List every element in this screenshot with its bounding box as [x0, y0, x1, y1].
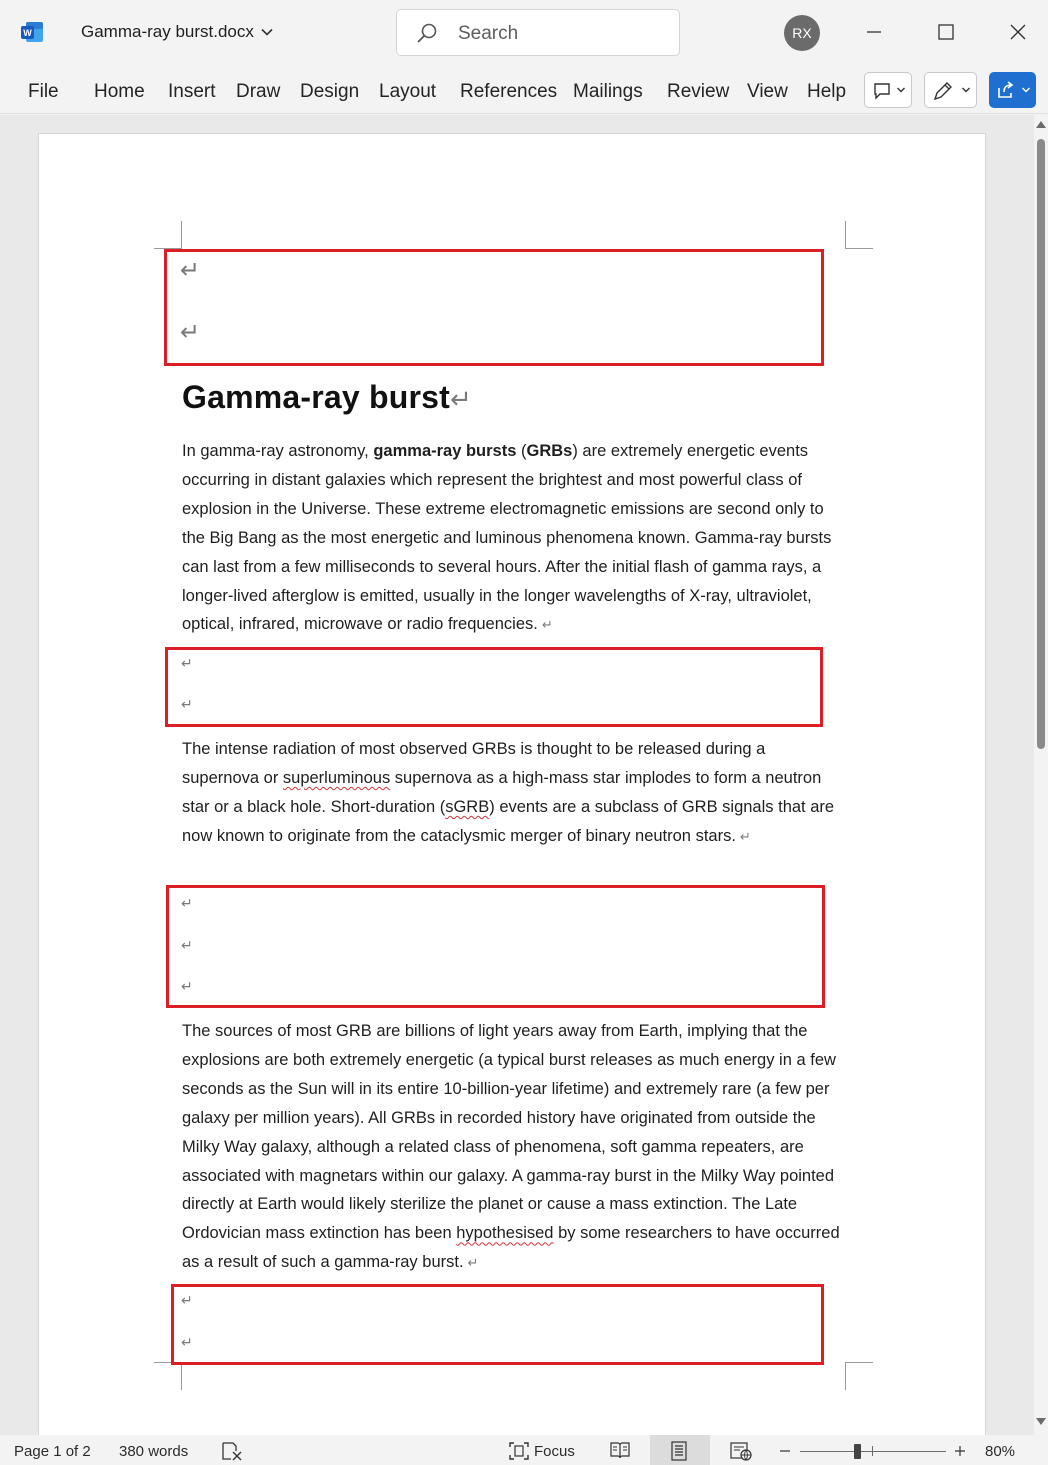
- word-app-icon: [20, 21, 44, 43]
- text-run: by some researchers to have occurred as a result of such a gamma-ray burst.: [182, 1224, 840, 1272]
- search-icon: [415, 22, 439, 46]
- text-run: ) are extremely energetic events occurring in distant galaxies which represent the brightest and most powerful class of explosion in the Universe. These extreme electromagnetic emissions are second only to the Big Bang as the most energetic and luminous phenomena known. Gamma-ray bursts can last from a few milliseconds to several hours. After the initial flash of gamma rays, a longer-lived afterglow is emitted, usually in the longer wavelengths of X-ray, ultraviolet, optical, infrared, microwave or radio frequencies.: [182, 442, 832, 634]
- text-run: The intense radiation of most observed GRBs is thought to be released during a supernova or: [182, 740, 766, 787]
- paragraph-mark: ↵: [181, 1335, 193, 1351]
- text-run: The sources of most GRB are billions of light years away from Earth, implying that the explosions are both extremely energetic (a typical burst releases as much energy in a few seconds as the Sun will in its entire 10-billion-year lifetime) and extremely rare (a few per galaxy per million years). All GRBs in recorded history have originated from outside the Milky Way galaxy, although a related class of phenomena, soft gamma repeaters, are associated with magnetars within our galaxy. A gamma-ray burst in the Milky Way pointed directly at Earth would likely sterilize the planet or cause a mass extinction. The Late Ordovician mass extinction has been: [182, 1022, 836, 1243]
- pencil-icon: [931, 79, 955, 103]
- comments-button[interactable]: [864, 72, 912, 108]
- margin-corner-top-left: [154, 221, 182, 249]
- tab-help[interactable]: Help: [807, 81, 847, 102]
- paragraph-mark: ↵: [449, 385, 472, 415]
- user-avatar[interactable]: RX: [784, 15, 820, 51]
- margin-corner-top-right: [845, 221, 873, 249]
- paragraph-mark: ↵: [181, 938, 193, 954]
- bold-term: gamma-ray bursts: [373, 442, 517, 460]
- search-box[interactable]: [396, 9, 680, 56]
- document-page[interactable]: [38, 133, 986, 1435]
- spelling-flagged-word[interactable]: hypothesised: [456, 1224, 554, 1243]
- search-placeholder: Search: [458, 23, 519, 44]
- scrollbar-thumb[interactable]: [1037, 139, 1045, 749]
- paragraph-mark: ↵: [181, 656, 193, 672]
- close-icon[interactable]: [1006, 20, 1030, 44]
- paragraph-mark: ↵: [180, 256, 201, 284]
- print-layout-button[interactable]: [650, 1435, 710, 1465]
- svg-text:W: W: [23, 28, 32, 38]
- book-icon: [610, 1441, 630, 1459]
- tab-mailings[interactable]: Mailings: [573, 81, 643, 102]
- paragraph-mark: ↵: [181, 1293, 193, 1309]
- zoom-in-icon[interactable]: [954, 1445, 966, 1457]
- highlight-box: [164, 249, 824, 366]
- paragraph-mark: ↵: [180, 318, 201, 346]
- tab-insert[interactable]: Insert: [168, 81, 216, 102]
- paragraph-mark: ↵: [181, 896, 193, 912]
- tab-home[interactable]: Home: [94, 81, 145, 102]
- page-layout-icon: [670, 1441, 688, 1461]
- highlight-box: [165, 647, 823, 727]
- chevron-down-icon: [260, 25, 274, 39]
- zoom-slider-thumb[interactable]: [854, 1444, 861, 1459]
- tab-layout[interactable]: Layout: [379, 81, 437, 102]
- focus-button[interactable]: Focus: [534, 1443, 575, 1460]
- paragraph-mark: ↵: [467, 1256, 479, 1272]
- read-mode-button[interactable]: [590, 1435, 650, 1465]
- tab-file[interactable]: File: [28, 81, 59, 102]
- tab-review[interactable]: Review: [667, 81, 730, 102]
- margin-corner-bottom-left: [154, 1362, 182, 1390]
- zoom-out-icon[interactable]: [779, 1445, 791, 1457]
- title-bar: [0, 0, 1048, 66]
- zoom-slider-midpoint: [872, 1446, 873, 1456]
- vertical-scrollbar[interactable]: [1034, 115, 1048, 1435]
- tab-draw[interactable]: Draw: [236, 81, 281, 102]
- page-count[interactable]: Page 1 of 2: [14, 1443, 91, 1460]
- paragraph-3[interactable]: [182, 1017, 844, 1279]
- scroll-up-arrow-icon[interactable]: [1036, 121, 1046, 128]
- text-run: (: [516, 442, 527, 460]
- highlight-box: [171, 1284, 824, 1365]
- margin-corner-bottom-right: [845, 1362, 873, 1390]
- bold-term: GRBs: [526, 442, 573, 460]
- heading-text: Gamma-ray burst: [182, 379, 450, 415]
- tab-references[interactable]: References: [460, 81, 558, 102]
- text-run: supernova as a high-mass star implodes to form a neutron star or a black hole. Short-duration (: [182, 768, 822, 816]
- paragraph-mark: ↵: [181, 697, 193, 713]
- scroll-down-arrow-icon[interactable]: [1036, 1418, 1046, 1425]
- proofing-icon[interactable]: [221, 1441, 243, 1461]
- document-canvas[interactable]: [0, 115, 1034, 1435]
- tab-view[interactable]: View: [747, 81, 788, 102]
- maximize-icon[interactable]: [934, 20, 958, 44]
- zoom-slider-track[interactable]: [800, 1451, 946, 1452]
- paragraph-mark: ↵: [739, 829, 751, 845]
- word-count[interactable]: 380 words: [119, 1443, 189, 1460]
- document-title-text: Gamma-ray burst.docx: [81, 22, 254, 41]
- focus-icon: [508, 1441, 530, 1461]
- chevron-down-icon: [1021, 85, 1031, 95]
- paragraph-1[interactable]: [182, 437, 844, 641]
- paragraph-2[interactable]: [182, 735, 844, 853]
- document-title[interactable]: [81, 22, 274, 42]
- zoom-level[interactable]: 80%: [985, 1443, 1016, 1460]
- web-layout-icon: [730, 1441, 752, 1461]
- editing-mode-button[interactable]: [924, 72, 977, 108]
- status-bar: [0, 1435, 1048, 1465]
- web-layout-button[interactable]: [710, 1435, 770, 1465]
- document-heading[interactable]: [182, 379, 472, 416]
- share-button[interactable]: [989, 72, 1036, 108]
- chevron-down-icon: [896, 85, 906, 95]
- highlight-box: [166, 885, 825, 1008]
- share-icon: [996, 80, 1016, 100]
- text-run: ) events are a subclass of GRB signals that are now known to originate from the cataclysmic merger of binary neutron stars.: [182, 797, 835, 845]
- tab-design[interactable]: Design: [300, 81, 360, 102]
- minimize-icon[interactable]: [862, 20, 886, 44]
- ribbon-tabs: [0, 66, 1048, 114]
- spelling-flagged-word[interactable]: superluminous: [282, 768, 391, 787]
- spelling-flagged-word[interactable]: sGRB: [445, 797, 490, 816]
- paragraph-mark: ↵: [181, 979, 193, 995]
- paragraph-mark: ↵: [541, 618, 553, 634]
- comment-icon: [872, 81, 892, 101]
- chevron-down-icon: [961, 85, 971, 95]
- text-run: In gamma-ray astronomy,: [182, 442, 374, 460]
